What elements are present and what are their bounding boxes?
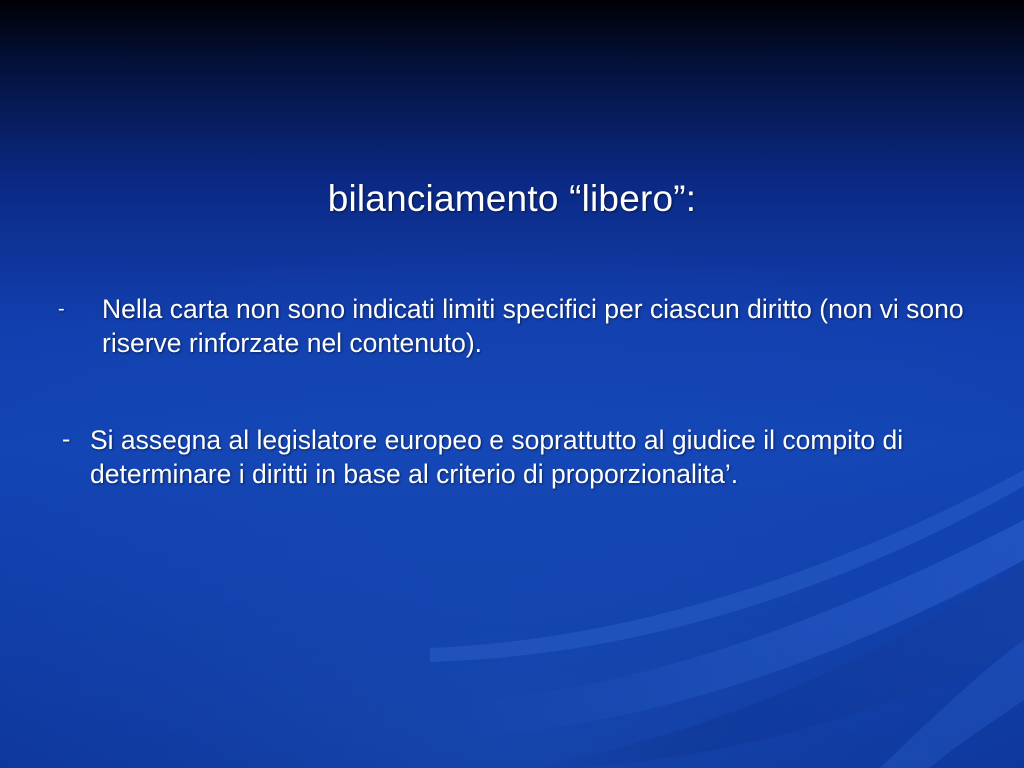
bullet-item [62, 423, 982, 492]
bullet-spacer [52, 361, 982, 423]
slide-body [52, 292, 982, 492]
slide-title: bilanciamento “libero”: [327, 178, 697, 219]
bullet-text: Nella carta non sono indicati limiti specifici per ciascun diritto (non vi sono riserve rinforzate nel contenuto). [102, 294, 964, 359]
bullet-marker: - [62, 424, 71, 453]
bullet-text: Si assegna al legislatore europeo e soprattutto al giudice il compito di determinare i diritti in base al criterio di proporzionalita’. [90, 424, 904, 490]
bullet-marker: - [58, 298, 65, 320]
bullet-item [58, 292, 982, 361]
